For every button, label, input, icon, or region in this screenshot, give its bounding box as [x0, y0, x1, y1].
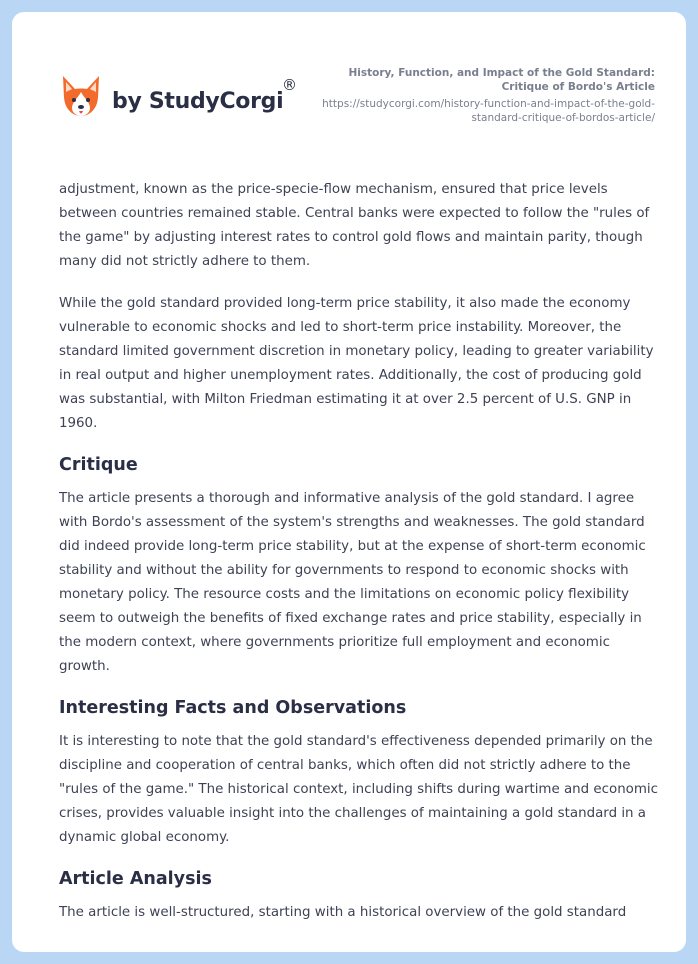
paragraph: While the gold standard provided long-term price stability, it also made the economy vulnerable to economic shocks and led to short-term price instability. Moreover, the standard limited government discretion in monetary policy, leading to greater variability in real output and higher unemployment rates. Additionally, the cost of producing gold was substantial, with Milton Friedman estimating it at over 2.5 percent of U.S. GNP in 1960.	[59, 296, 654, 431]
paragraph: The article presents a thorough and informative analysis of the gold standard. I agree with Bordo's assessment of the system's strengths and weaknesses. The gold standard did indeed provide long-term price stability, but at the expense of short-term economic stability and without the ability for governments to respond to economic shocks with monetary policy. The resource costs and the limitations on economic policy flexibility seem to outweigh the benefits of fixed exchange rates and price stability, especially in the modern context, where governments prioritize full employment and economic growth.	[59, 491, 646, 674]
brand-name: by StudyCorgi	[112, 88, 284, 114]
document-page	[12, 12, 686, 952]
paragraph: It is interesting to note that the gold standard's effectiveness depended primarily on the discipline and cooperation of central banks, which often did not strictly adhere to the "rules of the game." The historical context, including shifts during wartime and economic crises, provides valuable insight into the challenges of maintaining a gold standard in a dynamic global economy.	[59, 734, 659, 845]
section-heading-critique: Critique	[59, 455, 138, 475]
section-heading-analysis: Article Analysis	[59, 869, 212, 889]
section-heading-facts: Interesting Facts and Observations	[59, 698, 407, 718]
page-header	[12, 12, 686, 152]
article-content	[59, 178, 659, 943]
paragraph: The article is well-structured, starting with a historical overview of the gold standard	[59, 905, 627, 920]
studycorgi-logo[interactable]	[60, 74, 297, 120]
registered-mark: ®	[282, 76, 297, 94]
corgi-logo-icon	[60, 74, 102, 120]
document-url[interactable]: https://studycorgi.com/history-function-and-impact-of-the-gold-standard-critique-of-bordos-article/	[322, 98, 655, 124]
paragraph: adjustment, known as the price-specie-flow mechanism, ensured that price levels between countries remained stable. Central banks were expected to follow the "rules of the game" by adjusting interest rates to control gold flows and maintain parity, though many did not strictly adhere to them.	[59, 182, 650, 269]
document-title: History, Function, and Impact of the Gold Standard: Critique of Bordo's Article	[348, 67, 655, 93]
